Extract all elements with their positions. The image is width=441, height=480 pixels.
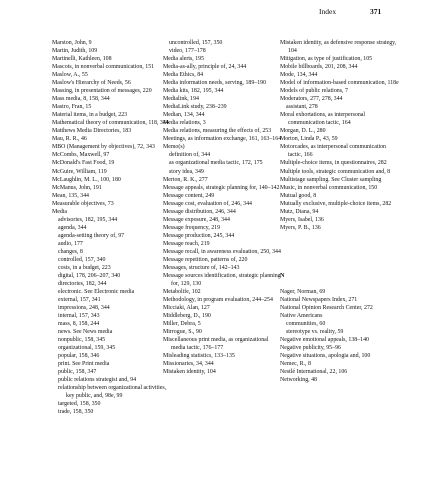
- index-entry: Negative emotional appeals, 138–140: [280, 337, 369, 344]
- index-entry: Mean, 135, 344: [52, 192, 89, 199]
- index-subentry: controlled, 157, 340: [58, 256, 106, 263]
- index-entry: Models of public relations, 7: [280, 88, 348, 95]
- index-entry: Mistaken identity, as defensive response strategy, 104: [280, 40, 397, 55]
- index-entry: Message recall, in awareness evaluation, 250, 344: [163, 248, 281, 255]
- index-entry: Maslow's Hierarchy of Needs, 56: [52, 80, 131, 87]
- spacer: [280, 280, 400, 288]
- index-subentry: audio, 177: [58, 240, 83, 247]
- index-entry: Message content, 249: [163, 192, 215, 199]
- index-entry: Multiple-choice items, in questionnaires, 282: [280, 160, 387, 167]
- index-entry: Mistaken identity, 104: [163, 369, 216, 376]
- index-entry: MBO (Management by objectives), 72, 343: [52, 144, 155, 151]
- index-entry: McLaughlin, M. L., 100, 180: [52, 176, 121, 183]
- index-entry: Media Ethics, 84: [163, 72, 204, 79]
- index-entry: Multiple tools, strategic communication and, 8: [280, 168, 391, 175]
- index-entry: Material items, in a budget, 223: [52, 112, 128, 119]
- index-entry: Nemec, R., 8: [280, 361, 311, 368]
- index-subentry: targeted, 158, 350: [58, 401, 101, 408]
- index-entry: Matthews Media Directories, 183: [52, 128, 132, 135]
- index-entry: Myers, Isabel, 136: [280, 216, 324, 223]
- index-subentry: advisories, 182, 195, 344: [58, 216, 118, 223]
- index-entry: Myers, P. B., 136: [280, 224, 321, 231]
- index-column-1: [52, 39, 172, 416]
- index-entry: Message frequency, 219: [163, 224, 221, 231]
- index-entry: Miller, Debra, 5: [163, 321, 201, 328]
- index-entry: Massing, in presentation of messages, 220: [52, 88, 152, 95]
- index-subentry: definition of, 344: [169, 152, 211, 159]
- index-entry: Moral exhortations, as interpersonal communication tactic, 164: [280, 112, 366, 127]
- spacer: [280, 232, 400, 240]
- index-entry: National Newspapers Index, 271: [280, 296, 358, 303]
- index-subentry: communities, 60: [286, 321, 326, 327]
- index-entry: Mode, 134, 344: [280, 72, 318, 79]
- index-entry: Mutually exclusive, multiple-choice items, 282: [280, 200, 392, 207]
- index-entry: Networking, 48: [280, 377, 317, 384]
- index-entry: Native Americans: [280, 312, 323, 319]
- index-entry: Martin, Judith, 109: [52, 48, 98, 55]
- index-entry: Mutual good, 8: [280, 192, 317, 199]
- index-subentry: internal, 157, 343: [58, 313, 100, 320]
- index-entry: Message production, 245, 344: [163, 232, 235, 239]
- index-entry: Negative publicity, 95–96: [280, 345, 341, 352]
- spacer: [280, 248, 400, 256]
- index-subentry: impressions, 248, 344: [58, 305, 110, 312]
- index-entry: Miscellaneous print media, as organizational media tactic, 176–177: [163, 337, 269, 352]
- index-entry: Median, 134, 344: [163, 112, 205, 119]
- index-entry: Medialink, 194: [163, 96, 199, 103]
- index-column-2: [163, 39, 283, 376]
- index-entry: Merton, R. K., 277: [163, 176, 208, 183]
- index-entry: McManus, John, 191: [52, 184, 102, 191]
- index-entry: Media: [52, 208, 68, 215]
- index-entry: Messages, structure of, 142–143: [163, 264, 240, 271]
- index-entry: Message reach, 219: [163, 240, 210, 247]
- index-entry: Media alerts, 195: [163, 56, 205, 63]
- index-subentry: story idea, 349: [169, 168, 204, 175]
- index-subentry: video, 177–178: [169, 48, 206, 55]
- index-entry: Message repetition, patterns of, 220: [163, 256, 248, 263]
- index-entry: Micciaki, Alan, 127: [163, 305, 210, 312]
- index-subentry: public, 158, 347: [58, 369, 97, 376]
- index-entry: Media kits, 182, 195, 344: [163, 88, 224, 95]
- index-subentry: directories, 182, 344: [58, 280, 107, 287]
- index-subentry: relationship between organizational activities, key public, and, 98e, 99: [58, 385, 167, 400]
- index-entry: Misleading statistics, 133–135: [163, 353, 235, 360]
- index-subentry: electronic. See Electronic media: [58, 288, 135, 295]
- index-entry: Message exposure, 248, 344: [163, 216, 230, 223]
- index-entry: Mau, R. R., 46: [52, 136, 87, 143]
- index-subentry: agenda-setting theory of, 97: [58, 232, 125, 239]
- index-entry: Media relations, measuring the effects of, 253: [163, 128, 272, 135]
- index-entry: Mitigation, as type of justification, 105: [280, 56, 373, 63]
- index-subentry: external, 157, 341: [58, 297, 101, 303]
- index-subentry: stereotype vs. reality, 59: [286, 329, 344, 336]
- index-entry: Message sources identification, strategic planning for, 129, 130: [163, 272, 281, 287]
- index-subentry: trade, 158, 350: [58, 409, 94, 416]
- index-entry: Negative situations, apologia and, 100: [280, 353, 371, 360]
- index-entry: Media relations, 3: [163, 120, 206, 127]
- spacer: [280, 264, 400, 272]
- page-number: 371: [370, 7, 382, 16]
- index-entry: Marston, John, 9: [52, 40, 92, 46]
- index-entry: Message cost, evaluation of, 246, 344: [163, 200, 252, 207]
- index-entry: Mathematical theory of communication, 118, 344: [52, 120, 169, 127]
- index-entry: Music, in nonverbal communication, 150: [280, 184, 378, 191]
- index-entry: Mastro, Fran, 15: [52, 104, 92, 111]
- index-entry: Meetings, as information exchange, 161, 163–164: [163, 136, 282, 143]
- index-entry: Message distribution, 246, 344: [163, 208, 236, 215]
- index-entry: Nestlé International, 22, 106: [280, 369, 348, 376]
- index-subentry: uncontrolled, 157, 350: [169, 40, 223, 46]
- index-subentry: print. See Print media: [58, 361, 110, 368]
- index-entry: Moderators, 277, 278, 344: [280, 96, 343, 103]
- index-subentry: organizational, 159, 345: [58, 345, 116, 352]
- index-entry: Methodology, in program evaluation, 244–254: [163, 297, 273, 303]
- running-header: [0, 7, 441, 21]
- index-entry: Middleberg, D., 190: [163, 313, 211, 320]
- index-entry: McCombs, Maxwell, 97: [52, 152, 110, 159]
- index-entry: Maslow, A., 55: [52, 72, 88, 79]
- section-letter: N: [280, 271, 285, 279]
- index-entry: Measurable objectives, 73: [52, 200, 114, 207]
- index-entry: McDonald's Fast Food, 19: [52, 160, 115, 167]
- index-subentry: public relations strategist and, 94: [58, 377, 137, 384]
- index-entry: Morgan, D. L., 280: [280, 128, 326, 135]
- index-entry: Martinelli, Kathleen, 108: [52, 56, 112, 63]
- index-entry: Missionaries, 34, 344: [163, 361, 214, 368]
- index-subentry: news. See News media: [58, 329, 113, 336]
- index-entry: Nager, Norman, 69: [280, 288, 326, 295]
- index-entry: Morton, Linda P., 43, 59: [280, 136, 338, 143]
- index-subentry: changes, 8: [58, 248, 83, 255]
- index-entry: Media information needs, serving, 189–190: [163, 80, 267, 87]
- index-column-3: [280, 39, 400, 384]
- index-entry: National Opinion Research Center, 272: [280, 304, 373, 311]
- index-entry: MediaLink study, 238–239: [163, 104, 227, 111]
- index-subentry: digital, 178, 206–207, 340: [58, 272, 121, 279]
- index-entry: Message appeals, strategic planning for, 140–142: [163, 184, 280, 191]
- index-entry: Motorcades, as interpersonal communication tactic, 166: [280, 144, 386, 159]
- index-subentry: agenda, 344: [58, 224, 87, 231]
- index-entry: Memo(s): [163, 144, 185, 151]
- index-entry: Mass media, 8, 158, 344: [52, 96, 110, 103]
- index-subentry: assistant, 278: [286, 104, 318, 111]
- index-subentry: mass, 8, 158, 244: [58, 321, 100, 328]
- index-entry: Media-as-ally, principle of, 24, 344: [163, 64, 247, 71]
- index-entry: Metabolife, 102: [163, 288, 201, 295]
- index-entry: Mascots, in nonverbal communication, 151: [52, 64, 155, 71]
- index-entry: McGuire, William, 119: [52, 168, 107, 175]
- spacer: [280, 240, 400, 248]
- index-entry: Mutz, Diana, 94: [280, 208, 319, 215]
- index-subentry: nonpublic, 158, 345: [58, 337, 106, 344]
- running-head-section: Index: [319, 7, 337, 16]
- index-entry: Mobile billboards, 201, 208, 344: [280, 64, 358, 71]
- spacer: [280, 256, 400, 264]
- index-entry: Multistage sampling. See Cluster sampling: [280, 176, 382, 183]
- index-entry: Mirrogue, S., 90: [163, 329, 202, 336]
- index-subentry: popular, 158, 346: [58, 353, 100, 360]
- index-entry: Model of information-based communication, 118e: [280, 80, 399, 87]
- index-subentry: as organizational media tactic, 172, 175: [169, 160, 263, 167]
- index-subentry: costs, in a budget, 223: [58, 264, 111, 271]
